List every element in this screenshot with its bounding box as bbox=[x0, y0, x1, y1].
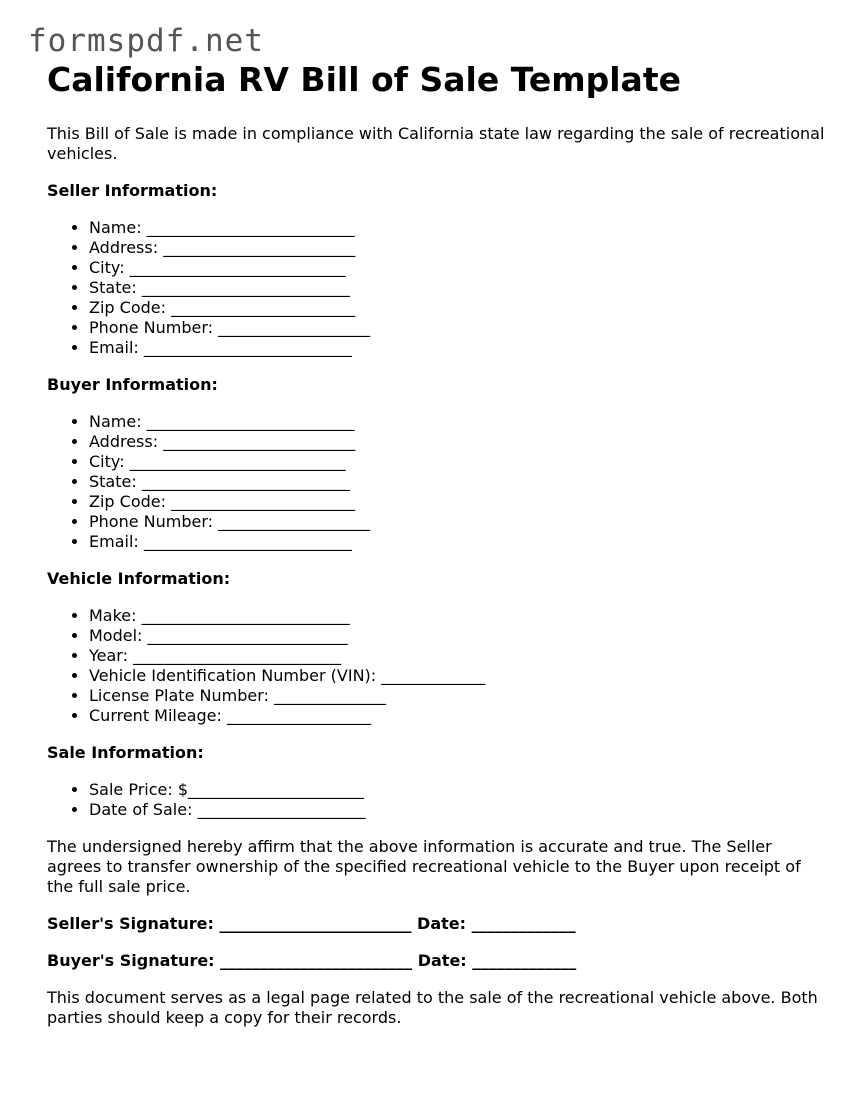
buyer-address-field: • Address: ________________________ bbox=[89, 432, 827, 452]
buyer-signature-line: Buyer's Signature: ________________________ Date: _____________ bbox=[47, 951, 577, 970]
vehicle-vin-field: • Vehicle Identification Number (VIN): _____________ bbox=[89, 666, 827, 686]
buyer-phone-field: • Phone Number: ___________________ bbox=[89, 512, 827, 532]
seller-section-heading: Seller Information: bbox=[47, 181, 218, 200]
vehicle-model-field: • Model: _________________________ bbox=[89, 626, 827, 646]
sale-section-heading: Sale Information: bbox=[47, 743, 204, 762]
buyer-name-field: • Name: __________________________ bbox=[89, 412, 827, 432]
buyer-fields-list bbox=[47, 412, 827, 552]
vehicle-plate-field: • License Plate Number: ______________ bbox=[89, 686, 827, 706]
seller-signature-line: Seller's Signature: ________________________ Date: _____________ bbox=[47, 914, 576, 933]
watermark: formspdf.net bbox=[28, 23, 264, 59]
sale-date-field: • Date of Sale: _____________________ bbox=[89, 800, 827, 820]
vehicle-year-field: • Year: __________________________ bbox=[89, 646, 827, 666]
closing-paragraph: This document serves as a legal page related to the sale of the recreational vehicle above. Both parties should keep a copy for their records. bbox=[47, 988, 818, 1027]
buyer-section-heading: Buyer Information: bbox=[47, 375, 218, 394]
buyer-zip-field: • Zip Code: _______________________ bbox=[89, 492, 827, 512]
vehicle-mileage-field: • Current Mileage: __________________ bbox=[89, 706, 827, 726]
seller-fields-list bbox=[47, 218, 827, 358]
buyer-state-field: • State: __________________________ bbox=[89, 472, 827, 492]
vehicle-make-field: • Make: __________________________ bbox=[89, 606, 827, 626]
seller-address-field: • Address: ________________________ bbox=[89, 238, 827, 258]
seller-email-field: • Email: __________________________ bbox=[89, 338, 827, 358]
sale-fields-list bbox=[47, 780, 827, 820]
buyer-city-field: • City: ___________________________ bbox=[89, 452, 827, 472]
seller-name-field: • Name: __________________________ bbox=[89, 218, 827, 238]
vehicle-fields-list bbox=[47, 606, 827, 726]
buyer-email-field: • Email: __________________________ bbox=[89, 532, 827, 552]
document-body bbox=[47, 60, 827, 1028]
page-title: California RV Bill of Sale Template bbox=[47, 60, 681, 99]
sale-price-field: • Sale Price: $______________________ bbox=[89, 780, 827, 800]
vehicle-section-heading: Vehicle Information: bbox=[47, 569, 231, 588]
seller-city-field: • City: ___________________________ bbox=[89, 258, 827, 278]
seller-phone-field: • Phone Number: ___________________ bbox=[89, 318, 827, 338]
affirmation-paragraph: The undersigned hereby affirm that the above information is accurate and true. The Seller agrees to transfer ownership of the specified recreational vehicle to the Buyer upon receipt of the full sale price. bbox=[47, 837, 801, 896]
intro-paragraph: This Bill of Sale is made in compliance with California state law regarding the sale of recreational vehicles. bbox=[47, 124, 825, 163]
seller-state-field: • State: __________________________ bbox=[89, 278, 827, 298]
seller-zip-field: • Zip Code: _______________________ bbox=[89, 298, 827, 318]
